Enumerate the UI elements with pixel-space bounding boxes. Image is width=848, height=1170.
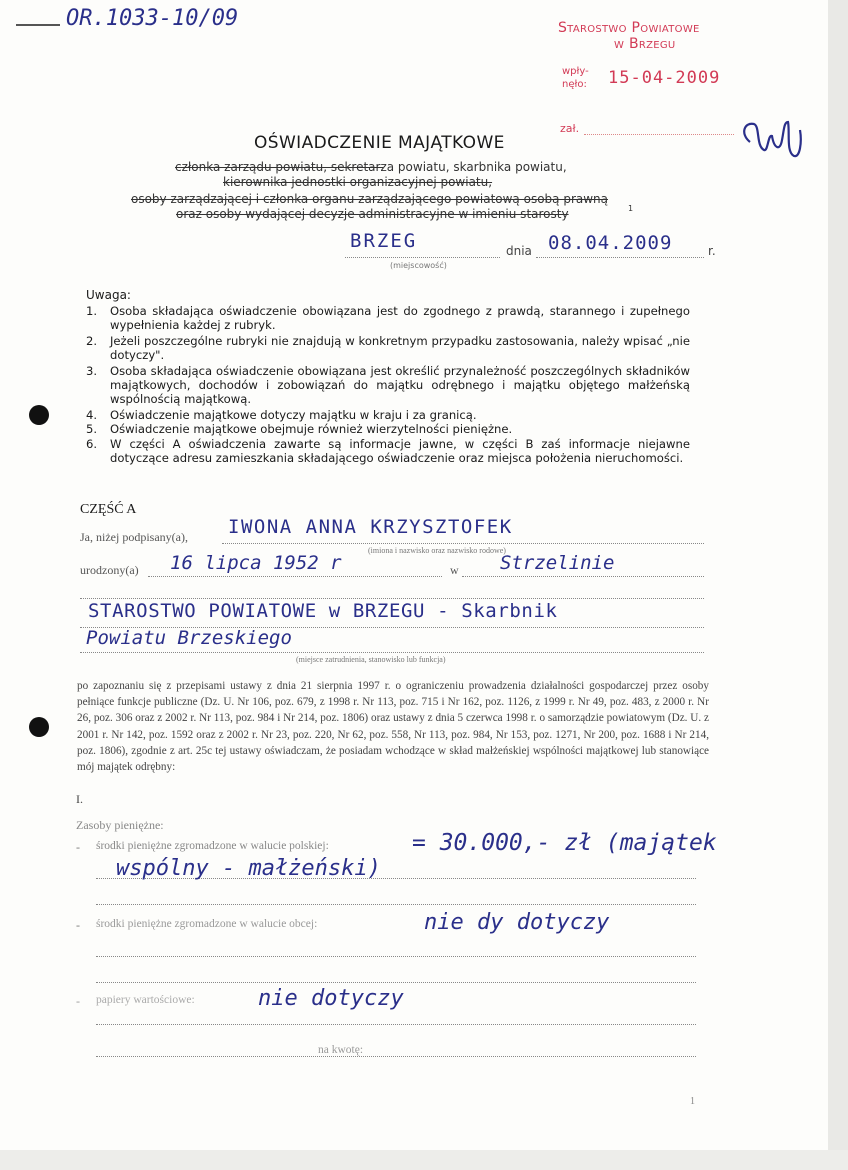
foreign-dots-1	[96, 956, 696, 957]
subtitle-line-1: członka zarządu powiatu, sekretarza powiatu, skarbnika powiatu,	[175, 160, 567, 174]
securities-value: nie dotyczy	[258, 986, 404, 1011]
stamp-line1: Starostwo Powiatowe	[558, 20, 700, 36]
part-a-heading: CZĘŚĆ A	[80, 502, 137, 517]
pln-value-line-1: = 30.000,- zł (majątek	[412, 830, 717, 856]
pln-bullet: -	[76, 840, 80, 854]
page-number: 1	[690, 1096, 695, 1107]
scan-edge-right	[828, 0, 848, 1170]
stamp-received-label1: wpły-	[562, 66, 589, 77]
place-line	[345, 257, 500, 258]
place-value: BRZEG	[350, 230, 418, 252]
born-label: urodzony(a)	[80, 563, 139, 577]
section-number: I.	[76, 792, 83, 806]
foreign-value: nie dy dotyczy	[424, 910, 610, 935]
date-suffix: r.	[708, 244, 716, 258]
born-value: 16 lipca 1952 r	[170, 552, 342, 574]
date-value: 08.04.2009	[548, 232, 673, 254]
note-6-num: 6.	[86, 437, 98, 451]
note-2-num: 2.	[86, 334, 98, 348]
note-5-text: Oświadczenie majątkowe obejmuje również wierzytelności pieniężne.	[110, 422, 513, 436]
amount-label: na kwotę:	[318, 1044, 364, 1056]
subtitle-line-4: oraz osoby wydającej decyzje administracyjne w imieniu starosty	[176, 207, 569, 221]
foreign-label: środki pieniężne zgromadzone w walucie obcej:	[96, 918, 318, 930]
securities-dots-1	[96, 1024, 696, 1025]
document-title: OŚWIADCZENIE MAJĄTKOWE	[254, 133, 505, 153]
employment-line-1: STAROSTWO POWIATOWE w BRZEGU - Skarbnik	[88, 600, 558, 622]
stamp-line2: w Brzegu	[614, 36, 676, 52]
securities-label: papiery wartościowe:	[96, 994, 195, 1006]
born-in-label: w	[450, 563, 459, 577]
stamp-zal-label: zał.	[560, 122, 580, 135]
note-3-num: 3.	[86, 364, 98, 378]
pln-value-line-2: wspólny - małżeński)	[116, 856, 381, 881]
note-6-text: W części A oświadczenia zawarte są informacje jawne, w części B zaś informacje niejawne dotyczące adresu zamieszkania składającego oświadczenie oraz miejsca położenia nieruchomości.	[110, 437, 690, 465]
employment-caption: (miejsce zatrudnienia, stanowisko lub funkcja)	[296, 655, 446, 664]
employment-dots-2	[80, 652, 704, 653]
punch-hole-top	[29, 405, 49, 425]
date-label: dnia	[506, 244, 532, 258]
born-in-value: Strzelinie	[500, 552, 615, 574]
employment-line-2: Powiatu Brzeskiego	[86, 627, 292, 649]
pln-dots-2	[96, 904, 696, 905]
ref-number: OR.1033-10/09	[66, 6, 239, 31]
notes-heading: Uwaga:	[86, 288, 131, 302]
blank-line-1	[80, 598, 704, 599]
foreign-bullet: -	[76, 918, 80, 932]
ref-mark	[16, 24, 60, 26]
declaration-paragraph: po zapoznaniu się z przepisami ustawy z dnia 21 sierpnia 1997 r. o ograniczeniu prowadzenia działalności gospodarczej przez osoby pełniące funkcje publiczne (Dz. U. Nr 106, poz. 679, z 1998 r. Nr 113, poz. 715 i Nr 162, poz. 1126, z 1999 r. Nr 49, poz. 483, z 2000 r. Nr 26, poz. 306 oraz z 2002 r. Nr 113, poz. 984 i Nr 214, poz. 1806) oraz ustawy z dnia 5 czerwca 1998 r. o samorządzie powiatowym (Dz. U. z 2001 r. Nr 142, poz. 1592 oraz z 2002 r. Nr 23, poz. 220, Nr 62, poz. 558, Nr 113, poz. 984, Nr 153, poz. 1271, Nr 200, poz. 1688 i Nr 214, poz. 1806), zgodnie z art. 25c tej ustawy oświadczam, że posiadam wchodzące w skład małżeńskiej wspólności majątkowej lub stanowiące mój majątek odrębny:	[77, 680, 709, 774]
cash-heading: Zasoby pieniężne:	[76, 818, 164, 832]
subtitle-line-3: osoby zarządzającej i członka organu zarządzającego powiatową osobą prawną	[131, 192, 608, 206]
foreign-dots-2	[96, 982, 696, 983]
note-1-text: Osoba składająca oświadczenie obowiązana jest do zgodnego z prawdą, starannego i zupełnego wypełnienia każdej z rubryk.	[110, 304, 690, 332]
signed-line	[222, 543, 704, 544]
signed-caption: (imiona i nazwisko oraz nazwisko rodowe)	[368, 546, 506, 555]
signed-label: Ja, niżej podpisany(a),	[80, 530, 188, 544]
note-2-text: Jeżeli poszczególne rubryki nie znajdują w konkretnym przypadku zastosowania, należy wpisać „nie dotyczy".	[110, 334, 690, 362]
signature-scribble	[738, 112, 808, 168]
subtitle-line-1-strike	[175, 167, 383, 168]
note-4-num: 4.	[86, 408, 98, 422]
pln-label: środki pieniężne zgromadzone w walucie polskiej:	[96, 840, 329, 852]
subtitle-footnote-mark: 1	[628, 204, 634, 213]
note-1-num: 1.	[86, 304, 98, 318]
note-4-text: Oświadczenie majątkowe dotyczy majątku w kraju i za granicą.	[110, 408, 477, 422]
note-3-text: Osoba składająca oświadczenie obowiązana jest określić przynależność poszczególnych składników majątkowych, dochodów i zobowiązań do majątku odrębnego i majątku objętego małżeńską wspólnością majątkową.	[110, 364, 690, 406]
amount-dots	[96, 1056, 696, 1057]
scan-edge-bottom	[0, 1150, 848, 1170]
born-line	[148, 576, 442, 577]
note-5-num: 5.	[86, 422, 98, 436]
born-in-line	[462, 576, 704, 577]
stamp-received-date: 15-04-2009	[608, 68, 721, 88]
stamp-zal-line	[584, 134, 734, 135]
subtitle-line-2: kierownika jednostki organizacyjnej powiatu,	[223, 175, 493, 189]
stamp-received-label2: nęło:	[562, 79, 587, 90]
securities-bullet: -	[76, 994, 80, 1008]
punch-hole-bottom	[29, 717, 49, 737]
signed-value: IWONA ANNA KRZYSZTOFEK	[228, 516, 513, 538]
date-line	[536, 257, 704, 258]
place-caption: (miejscowość)	[390, 261, 447, 270]
